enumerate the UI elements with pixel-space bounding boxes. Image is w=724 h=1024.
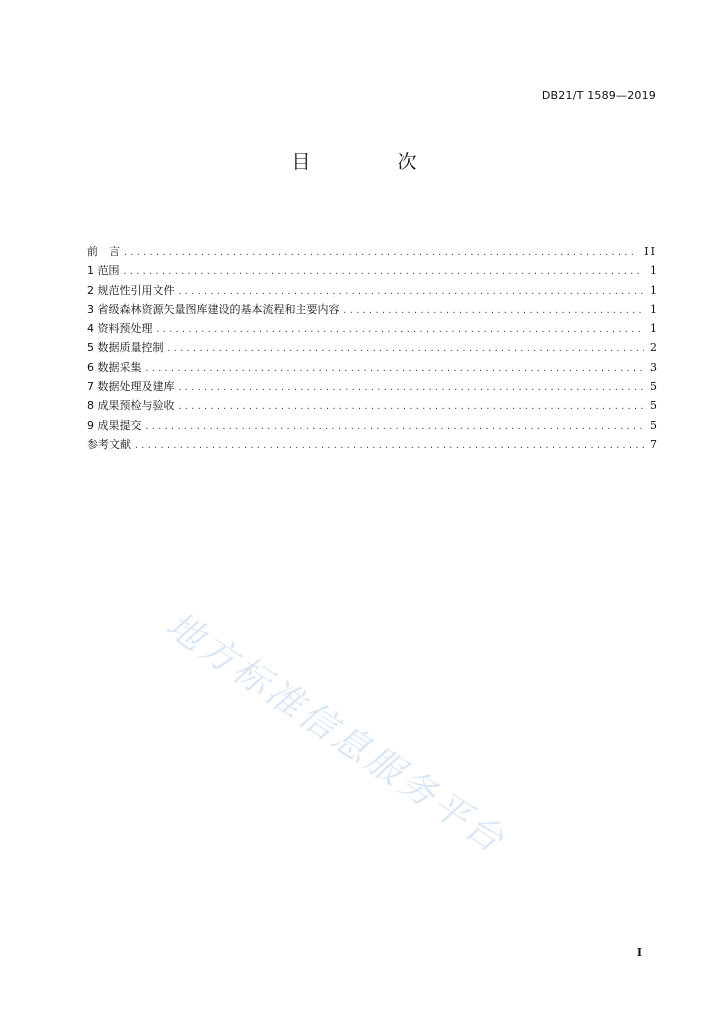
toc-entry-label: 7 数据处理及建库: [87, 380, 175, 394]
toc-entry-9[interactable]: [87, 416, 657, 435]
toc-entry-page: 1: [650, 302, 657, 316]
watermark: 地方标准信息服务平台: [158, 604, 514, 863]
toc-dot-leader: [145, 417, 645, 436]
toc-entry-label: 2 规范性引用文件: [87, 283, 175, 297]
toc-entry-label: 参考文献: [87, 437, 131, 451]
toc-entry-references[interactable]: [87, 435, 657, 454]
toc-dot-leader: [178, 378, 645, 397]
toc-entry-page: 3: [650, 360, 657, 374]
toc-entry-label: 8 成果预检与验收: [87, 399, 175, 413]
toc-entry-label: 9 成果提交: [87, 418, 142, 432]
toc-entry-7[interactable]: [87, 377, 657, 396]
page-number: I: [636, 946, 642, 959]
toc-dot-leader: [178, 282, 645, 301]
toc-entry-label: 6 数据采集: [87, 360, 142, 374]
toc-entry-label: 5 数据质量控制: [87, 341, 164, 355]
toc-entry-page: 5: [650, 380, 657, 394]
toc-entry-6[interactable]: [87, 358, 657, 377]
toc-entry-page: 1: [650, 264, 657, 278]
toc-entry-5[interactable]: [87, 338, 657, 357]
toc-dot-leader: [178, 397, 645, 416]
toc-dot-leader: [123, 262, 645, 281]
toc-entry-2[interactable]: [87, 281, 657, 300]
toc-entry-page: 5: [650, 399, 657, 413]
toc-dot-leader: [156, 320, 645, 339]
toc-dot-leader: [343, 301, 645, 320]
toc-dot-leader: [123, 243, 638, 262]
toc-entry-page: 5: [650, 418, 657, 432]
toc-dot-leader: [134, 436, 644, 455]
toc-dot-leader: [167, 339, 645, 358]
page-title: 目 次: [291, 151, 451, 173]
toc-dot-leader: [145, 359, 645, 378]
toc-entry-3[interactable]: [87, 300, 657, 319]
table-of-contents: [87, 242, 657, 454]
toc-entry-page: 1: [650, 283, 657, 297]
toc-entry-1[interactable]: [87, 261, 657, 280]
toc-entry-page: 7: [650, 437, 657, 451]
toc-entry-label: 1 范围: [87, 264, 120, 278]
document-code: DB21/T 1589—2019: [541, 89, 656, 102]
toc-entry-page: II: [644, 245, 657, 258]
toc-entry-label: 3 省级森林资源矢量图库建设的基本流程和主要内容: [87, 302, 340, 316]
toc-entry-label: 4 资料预处理: [87, 322, 153, 336]
toc-entry-foreword[interactable]: [87, 242, 657, 261]
toc-entry-page: 1: [650, 322, 657, 336]
toc-entry-8[interactable]: [87, 396, 657, 415]
toc-entry-page: 2: [650, 341, 657, 355]
toc-entry-4[interactable]: [87, 319, 657, 338]
toc-entry-label: 前 言: [87, 245, 120, 258]
